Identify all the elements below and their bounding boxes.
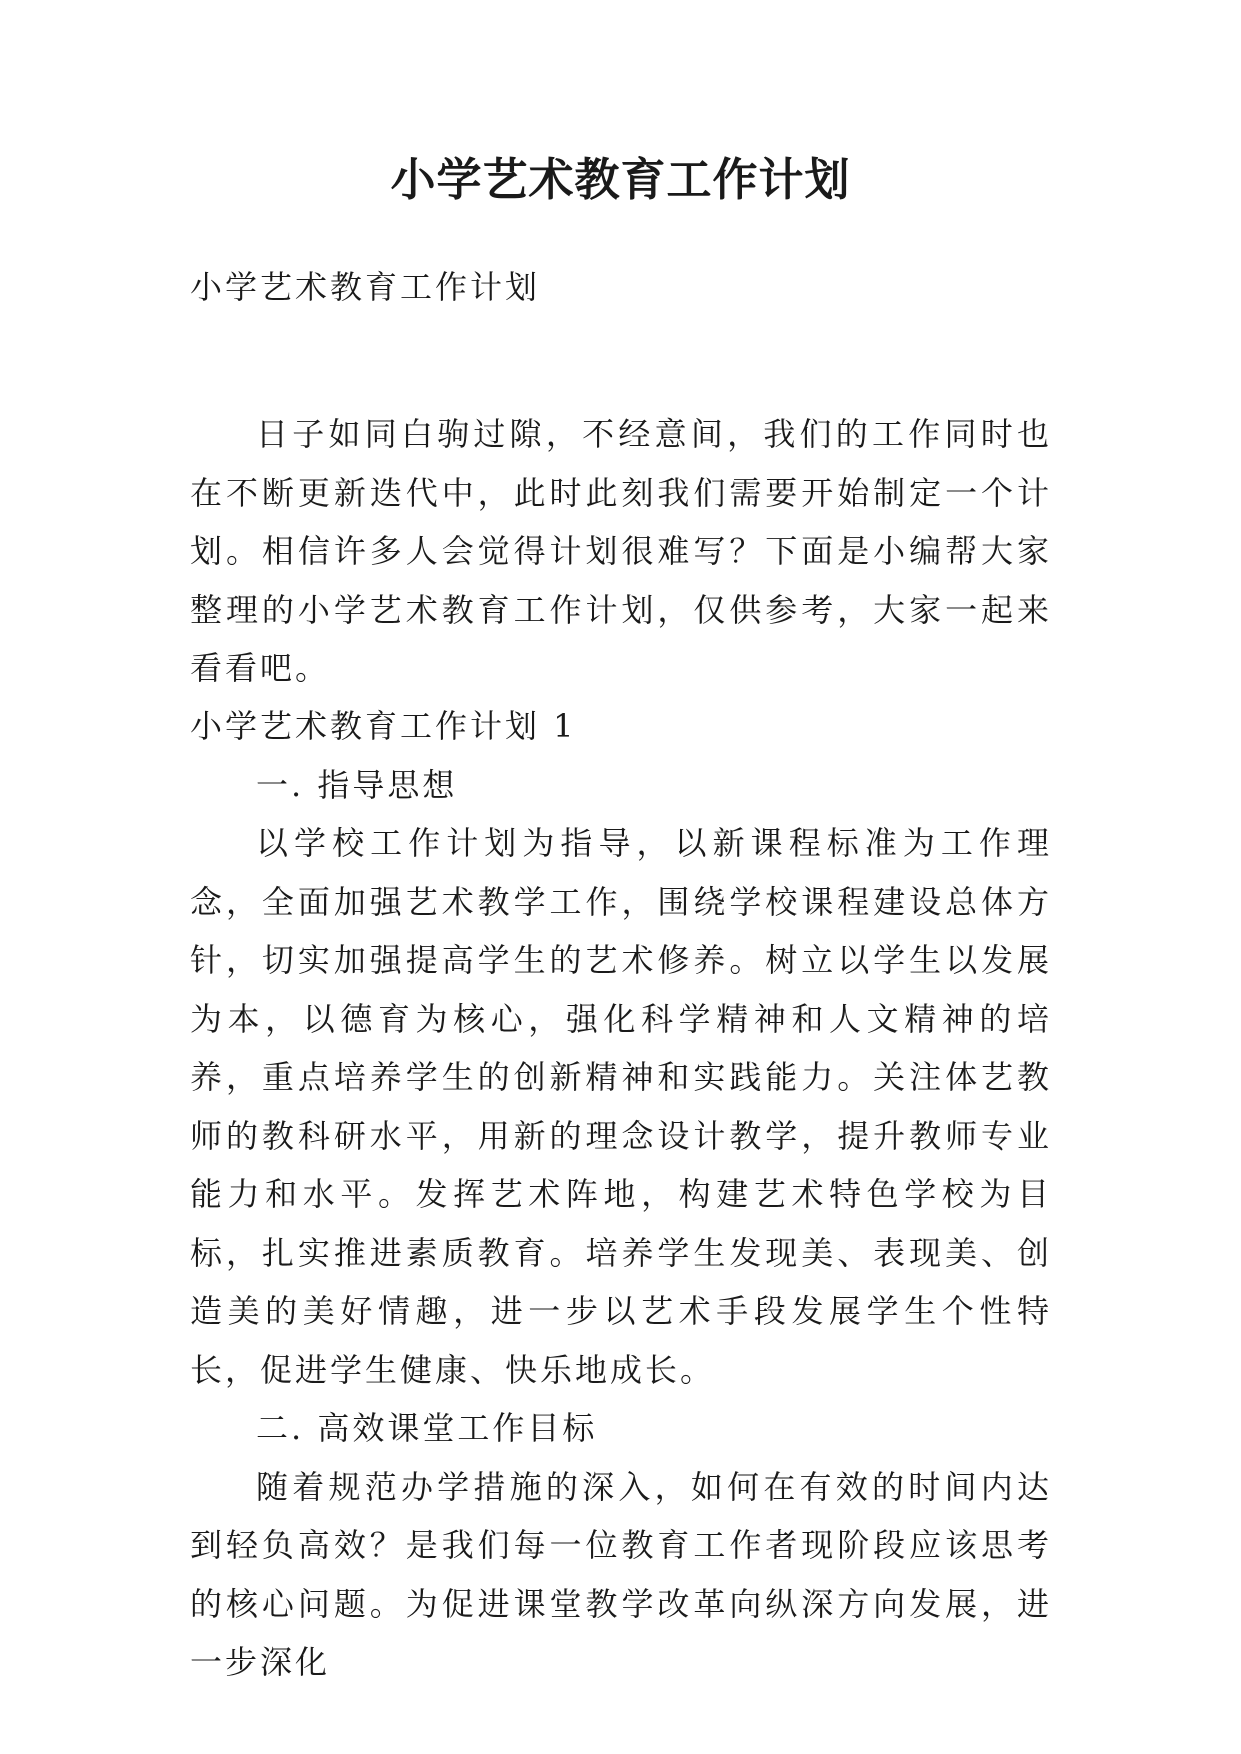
paragraph-classroom-goals: 随着规范办学措施的深入，如何在有效的时间内达到轻负高效？是我们每一位教育工作者现阶段应该思考的核心问题。为促进课堂教学改革向纵深方向发展，进一步深化 (190, 1467, 1052, 1681)
document-subtitle: 小学艺术教育工作计划 (190, 268, 541, 306)
heading-classroom-goals: 二. 高效课堂工作目标 (256, 1409, 598, 1447)
section-title: 小学艺术教育工作计划 1 (190, 707, 577, 745)
plan-section (190, 697, 1052, 1692)
heading-guiding-ideology: 一. 指导思想 (256, 765, 458, 804)
document-title: 小学艺术教育工作计划 (390, 153, 851, 206)
paragraph-guiding-ideology: 以学校工作计划为指导，以新课程标准为工作理念，全面加强艺术教学工作，围绕学校课程建设总体方针，切实加强提高学生的艺术修养。树立以学生以发展为本，以德育为核心，强化科学精神和人文精神的培养，重点培养学生的创新精神和实践能力。关注体艺教师的教科研水平，用新的理念设计教学，提升教师专业能力和水平。发挥艺术阵地，构建艺术特色学校为目标，扎实推进素质教育。培养学生发现美、表现美、创造美的美好情趣，进一步以艺术手段发展学生个性特长，促进学生健康、快乐地成长。 (190, 824, 1052, 1389)
intro-paragraph: 日子如同白驹过隙，不经意间，我们的工作同时也在不断更新迭代中，此时此刻我们需要开始制定一个计划。相信许多人会觉得计划很难写？下面是小编帮大家整理的小学艺术教育工作计划，仅供参考，大家一起来看看吧。 (190, 415, 1052, 687)
